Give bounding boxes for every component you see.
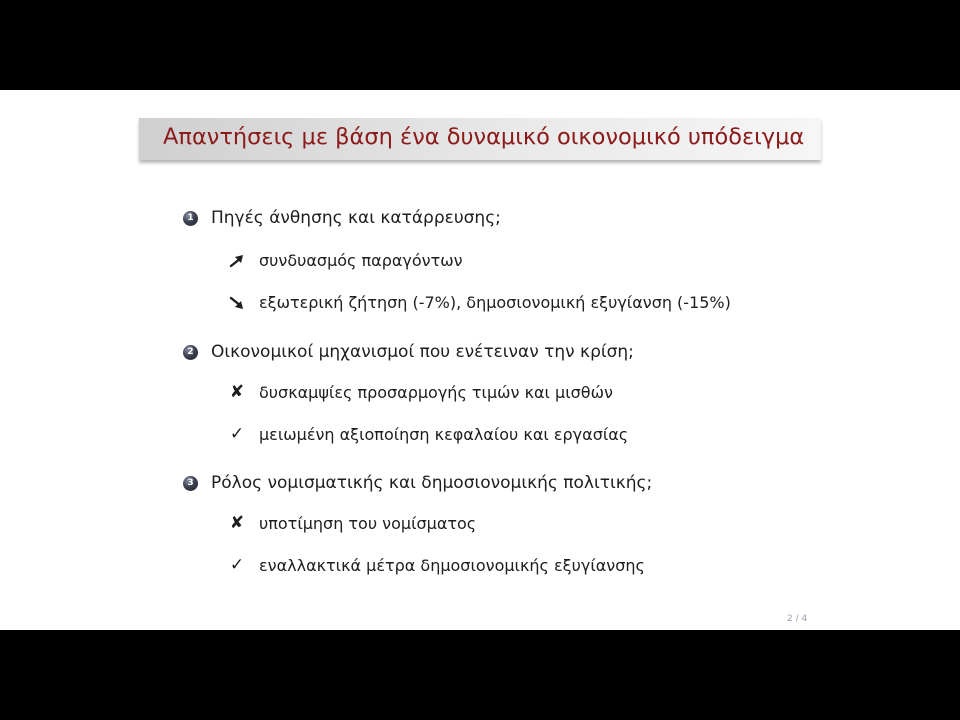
- cross-icon: ✘: [229, 382, 245, 402]
- subitem-2-1-text: δυσκαμψίες προσαρμογής τιμών και μισθών: [259, 382, 613, 402]
- number-badge-2: 2: [183, 345, 198, 360]
- arrow-up-right-icon: [228, 254, 246, 268]
- title-bar: [139, 118, 821, 160]
- check-icon: ✓: [229, 424, 245, 444]
- check-icon: ✓: [229, 555, 245, 575]
- subitem-2-2-text: μειωμένη αξιοποίηση κεφαλαίου και εργασίας: [259, 424, 629, 444]
- slide-title: Απαντήσεις με βάση ένα δυναμικό οικονομικό υπόδειγμα: [163, 124, 805, 150]
- number-badge-3: 3: [183, 476, 198, 491]
- subitem-1-1-text: συνδυασμός παραγόντων: [259, 251, 463, 270]
- slide: [0, 90, 960, 630]
- list-item-1-text: Πηγές άνθησης και κατάρρευσης;: [211, 208, 501, 228]
- subitem-3-2: [228, 555, 645, 575]
- subitem-3-2-text: εναλλακτικά μέτρα δημοσιονομικής εξυγίανσης: [259, 555, 645, 575]
- page-number: 2 / 4: [787, 614, 808, 624]
- subitem-1-1: [228, 251, 463, 270]
- subitem-1-2: [228, 293, 731, 312]
- number-badge-1: 1: [183, 211, 198, 226]
- subitem-2-1: [228, 382, 613, 402]
- list-item-3-text: Ρόλος νομισματικής και δημοσιονομικής πολιτικής;: [211, 473, 653, 493]
- subitem-1-2-text: εξωτερική ζήτηση (-7%), δημοσιονομική εξυγίανση (-15%): [259, 293, 731, 312]
- cross-icon: ✘: [229, 513, 245, 533]
- list-item-2-text: Οικονομικοί μηχανισμοί που ενέτειναν την κρίση;: [211, 342, 634, 362]
- subitem-2-2: [228, 424, 628, 444]
- subitem-3-1-text: υποτίμηση του νομίσματος: [259, 513, 477, 533]
- list-item-3: [183, 473, 652, 493]
- subitem-3-1: [228, 513, 476, 533]
- list-item-2: [183, 342, 634, 362]
- arrow-down-right-icon: [228, 296, 246, 310]
- list-item-1: [183, 208, 501, 228]
